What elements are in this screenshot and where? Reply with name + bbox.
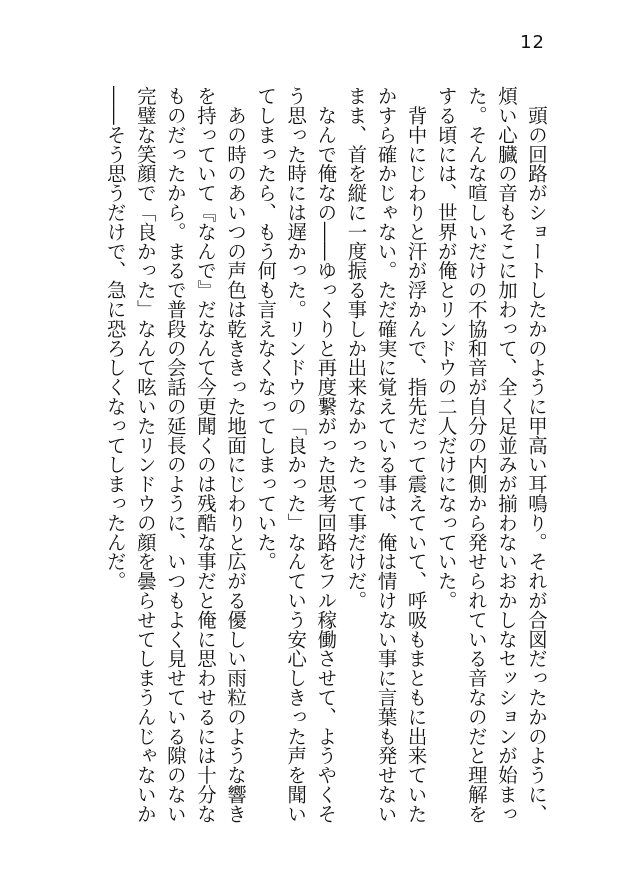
text-line: た。そんな喧しいだけの不協和音が自分の内側から発せられている音なのだと理解を (464, 86, 488, 824)
page-number: 12 (520, 32, 545, 53)
text-line: 背中にじわりと汗が浮かんで、指先だって震えていて、呼吸もまともに出来ていた (404, 86, 428, 824)
text-line: ものだったから。まるで普段の会話の延長のように、いつもよく見せている隙のない (163, 86, 187, 824)
text-line: する頃には、世界が俺とリンドウの二人だけになっていた。 (434, 86, 458, 610)
text-line: う思った時には遅かった。リンドウの「良かった」なんていう安心しきった声を聞い (284, 86, 308, 824)
text-line: 煩い心臓の音もそこに加わって、全く足並みが揃わないおかしなセッションが始まっ (494, 86, 518, 824)
text-line: なんで俺なの――ゆっくりと再度繋がった思考回路をフル稼働させて、ようやくそ (314, 86, 338, 824)
text-line: ――そう思うだけで、急に恐ろしくなってしまったんだ。 (103, 86, 127, 591)
text-line: 頭の回路がショートしたかのように甲高い耳鳴り。それが合図だったかのように、 (525, 86, 548, 824)
text-line: てしまったら、もう何も言えなくなってしまっていた。 (254, 86, 278, 571)
text-line: を持っていて『なんで』だなんて今更聞くのは残酷な事だと俺に思わせるには十分な (193, 86, 217, 824)
text-line: かすら確かじゃない。ただ確実に覚えている事は、俺は情けない事に言葉も発せない (374, 86, 398, 824)
vertical-text-body (100, 86, 551, 826)
text-line: あの時のあいつの声色は乾ききった地面にじわりと広がる優しい雨粒のような響き (224, 86, 248, 824)
text-line: まま、首を縦に一度振る事しか出来なかったって事だけだ。 (344, 86, 368, 610)
text-line: 完璧な笑顔で「良かった」なんて呟いたリンドウの顔を曇らせてしまうんじゃないか (133, 86, 157, 824)
